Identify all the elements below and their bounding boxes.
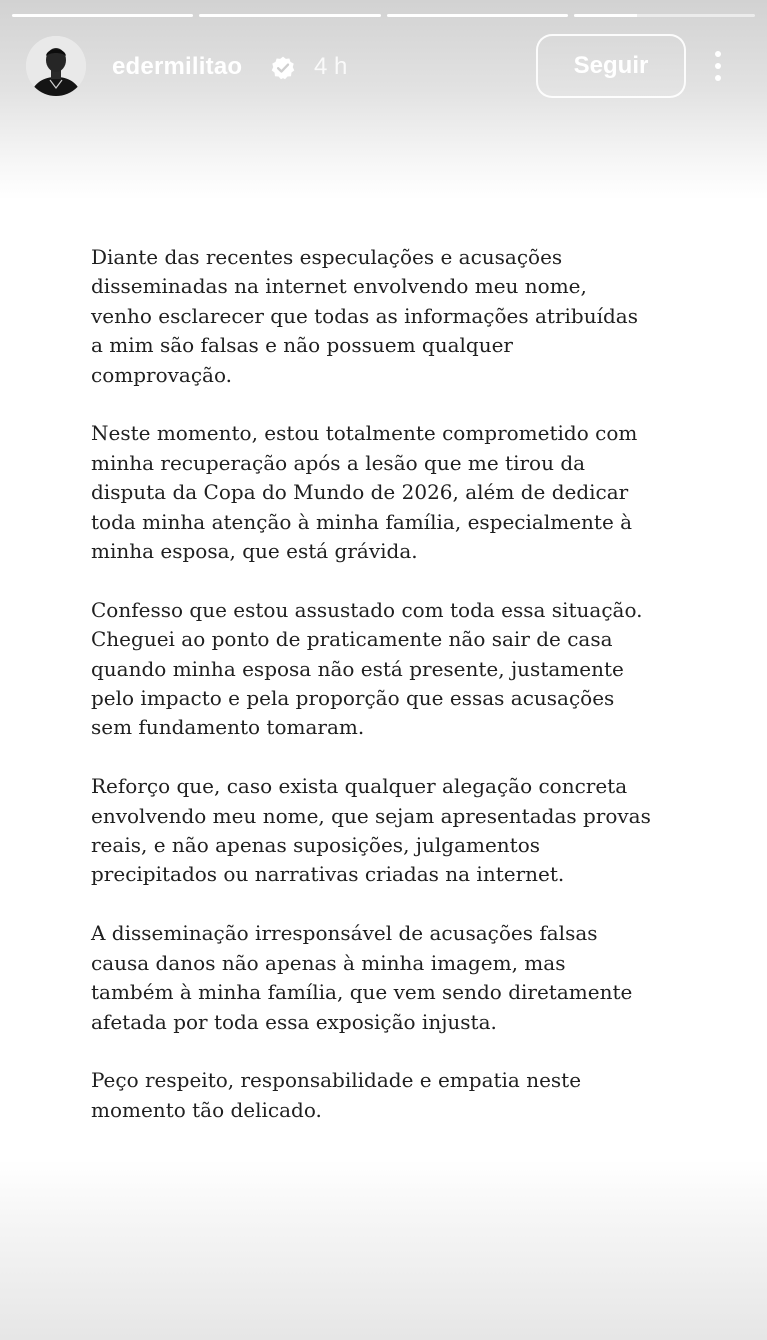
progress-segment-fill — [574, 14, 637, 17]
statement-line: venho esclarecer que todas as informações atribuídas — [91, 303, 638, 328]
progress-segment — [574, 14, 755, 17]
story-progress-bar — [12, 14, 755, 17]
statement-line: Cheguei ao ponto de praticamente não sair de casa — [91, 627, 613, 652]
statement-line: minha esposa, que está grávida. — [91, 539, 418, 564]
statement-line: também à minha família, que vem sendo diretamente — [91, 980, 633, 1005]
progress-segment — [199, 14, 380, 17]
statement-line: envolvendo meu nome, que sejam apresentadas provas — [91, 803, 651, 828]
more-vertical-icon[interactable] — [706, 46, 730, 86]
statement-line: a mim são falsas e não possuem qualquer — [91, 333, 513, 358]
story-header — [0, 32, 767, 102]
progress-segment-fill — [387, 14, 568, 17]
statement-paragraph — [91, 919, 706, 1037]
statement-line: Reforço que, caso exista qualquer alegação concreta — [91, 774, 628, 799]
statement-line: minha recuperação após a lesão que me tirou da — [91, 450, 586, 475]
statement-line: Confesso que estou assustado com toda essa situação. — [91, 597, 643, 622]
statement-line: precipitados ou narrativas criadas na internet. — [91, 862, 565, 887]
statement-line: Diante das recentes especulações e acusações — [91, 245, 563, 269]
statement-paragraph — [91, 596, 706, 743]
statement-line: disputa da Copa do Mundo de 2026, além de dedicar — [91, 480, 629, 505]
statement-paragraph — [91, 419, 706, 566]
follow-button[interactable]: Seguir — [536, 34, 686, 98]
verified-badge-icon — [270, 55, 296, 81]
progress-segment-fill — [12, 14, 193, 17]
bottom-gradient-overlay — [0, 1160, 767, 1340]
statement-line: sem fundamento tomaram. — [91, 715, 365, 740]
statement-line: momento tão delicado. — [91, 1097, 322, 1122]
progress-segment — [12, 14, 193, 17]
statement-line: Neste momento, estou totalmente comprometido com — [91, 421, 638, 446]
progress-segment — [387, 14, 568, 17]
statement-line: pelo impacto e pela proporção que essas acusações — [91, 686, 615, 711]
statement-paragraph — [91, 1066, 706, 1125]
statement-line: disseminadas na internet envolvendo meu nome, — [91, 274, 587, 299]
avatar-photo — [26, 36, 86, 96]
statement-paragraph — [91, 243, 706, 390]
statement-line: A disseminação irresponsável de acusações falsas — [91, 921, 598, 946]
post-time: 4 h — [314, 53, 348, 80]
statement-line: reais, e não apenas suposições, julgamentos — [91, 833, 541, 858]
statement-line: quando minha esposa não está presente, justamente — [91, 656, 624, 681]
statement-paragraph — [91, 772, 706, 890]
statement-line: causa danos não apenas à minha imagem, mas — [91, 950, 566, 975]
avatar[interactable] — [26, 36, 86, 96]
statement-line: afetada por toda essa exposição injusta. — [91, 1009, 497, 1034]
statement-line: Peço respeito, responsabilidade e empatia neste — [91, 1068, 582, 1093]
statement-line: comprovação. — [91, 362, 233, 387]
statement-line: toda minha atenção à minha família, especialmente à — [91, 509, 633, 534]
progress-segment-fill — [199, 14, 380, 17]
username[interactable]: edermilitao — [112, 53, 243, 80]
statement-text — [91, 243, 706, 1155]
